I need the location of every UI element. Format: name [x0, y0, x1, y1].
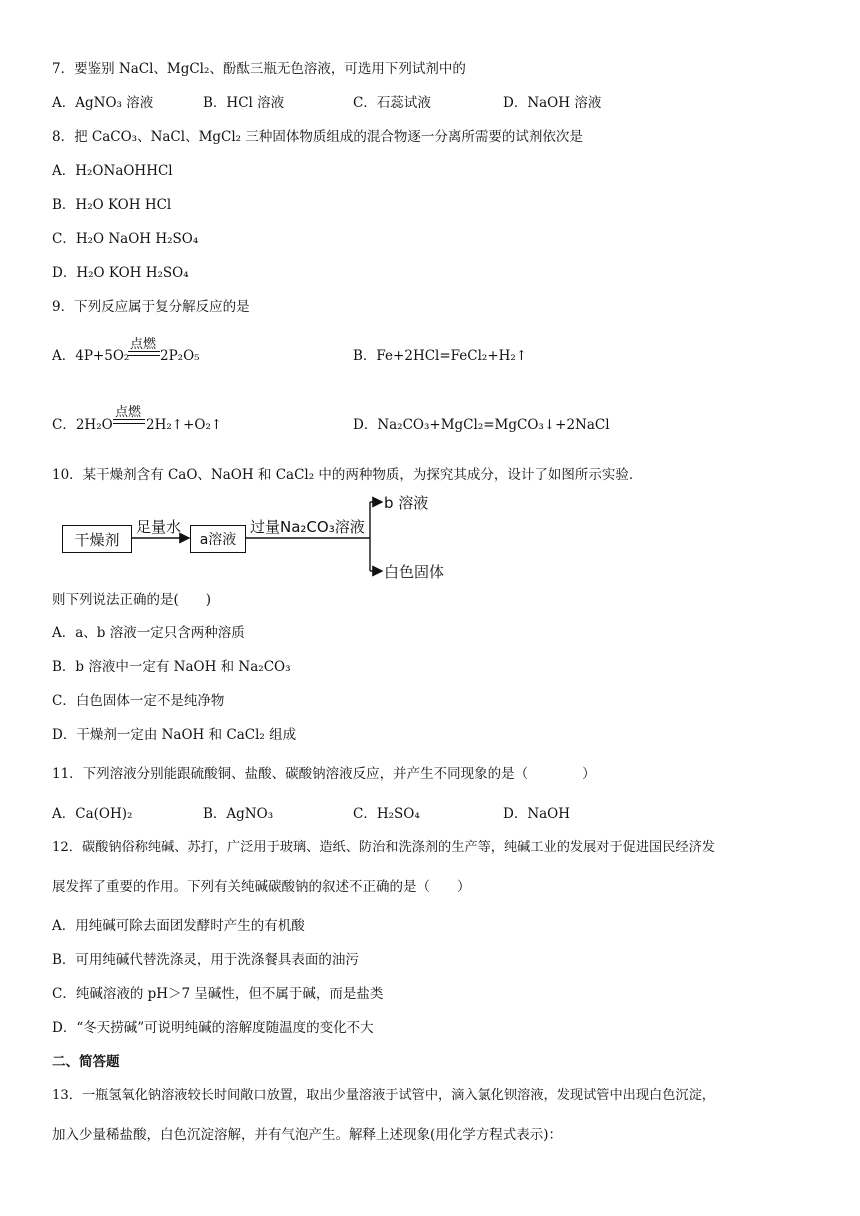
q10-option-b: B．b 溶液中一定有 NaOH 和 Na₂CO₃: [52, 659, 291, 675]
q9-option-c-condition: 点燃: [115, 405, 142, 420]
q9-option-c-equals-sign: [113, 419, 145, 424]
q11-option-c: C．H₂SO₄: [353, 806, 420, 822]
q9-option-a-right: 2P₂O₅: [160, 348, 200, 364]
q13-line1: 13．一瓶氢氧化钠溶液较长时间敞口放置，取出少量溶液于试管中，滴入氯化钡溶液，发现试管中出现白色沉淀，: [52, 1088, 715, 1103]
q10-flow-diagram: [62, 490, 482, 586]
q8-stem: 8．把 CaCO₃、NaCl、MgCl₂ 三种固体物质组成的混合物逐一分离所需要的试剂依次是: [52, 129, 583, 145]
q9-option-c-left: C．2H₂O: [52, 417, 113, 433]
q9-option-a-left: A．4P+5O₂: [52, 348, 130, 364]
q7-option-c: C．石蕊试液: [353, 95, 431, 111]
q7-option-d: D．NaOH 溶液: [503, 95, 602, 111]
box-solution-a: a溶液: [190, 525, 246, 553]
q11-option-a: A．Ca(OH)₂: [52, 806, 133, 822]
q8-option-c: C．H₂O NaOH H₂SO₄: [52, 231, 199, 247]
q8-option-d: D．H₂O KOH H₂SO₄: [52, 265, 189, 281]
q10-question: 则下列说法正确的是( ): [52, 592, 212, 608]
q9-option-a-condition: 点燃: [130, 337, 157, 352]
q12-option-d: D．“冬天捞碱”可说明纯碱的溶解度随温度的变化不大: [52, 1020, 374, 1036]
q9-stem: 9．下列反应属于复分解反应的是: [52, 299, 250, 315]
q11-option-b: B．AgNO₃: [203, 806, 274, 822]
q7-option-b: B．HCl 溶液: [203, 95, 285, 111]
output-white-solid: 白色固体: [384, 563, 445, 581]
q9-option-d: D．Na₂CO₃+MgCl₂=MgCO₃↓+2NaCl: [353, 417, 610, 433]
q12-option-b: B．可用纯碱代替洗涤灵，用于洗涤餐具表面的油污: [52, 952, 359, 968]
section-title: 二、简答题: [52, 1054, 120, 1070]
q12-stem-line2: 展发挥了重要的作用。下列有关纯碱碳酸钠的叙述不正确的是（ ）: [52, 879, 471, 895]
label-excess-na2co3: 过量Na₂CO₃溶液: [250, 518, 365, 536]
q9-option-b: B．Fe+2HCl=FeCl₂+H₂↑: [353, 348, 528, 364]
q12-option-c: C．纯碱溶液的 pH＞7 呈碱性，但不属于碱，而是盐类: [52, 986, 384, 1002]
q11-stem: 11．下列溶液分别能跟硫酸铜、盐酸、碳酸钠溶液反应，并产生不同现象的是（ ）: [52, 766, 596, 782]
output-solution-b: b 溶液: [384, 494, 429, 512]
q10-option-c: C．白色固体一定不是纯净物: [52, 693, 225, 709]
q11-option-d: D．NaOH: [503, 806, 571, 822]
q13-line2: 加入少量稀盐酸，白色沉淀溶解，并有气泡产生。解释上述现象(用化学方程式表示)：: [52, 1127, 563, 1143]
q7-option-a: A．AgNO₃ 溶液: [52, 95, 154, 111]
q10-option-a: A．a、b 溶液一定只含两种溶质: [52, 625, 245, 641]
label-sufficient-water: 足量水: [136, 518, 182, 536]
q10-option-d: D．干燥剂一定由 NaOH 和 CaCl₂ 组成: [52, 727, 297, 743]
q8-option-b: B．H₂O KOH HCl: [52, 197, 172, 213]
q9-option-a-equals-sign: [128, 351, 160, 356]
q12-stem-line1: 12．碳酸钠俗称纯碱、苏打，广泛用于玻璃、造纸、防治和洗涤剂的生产等，纯碱工业的发展对于促进国民经济发: [52, 840, 715, 855]
q7-stem: 7．要鉴别 NaCl、MgCl₂、酚酞三瓶无色溶液，可选用下列试剂中的: [52, 61, 466, 77]
box-desiccant: 干燥剂: [62, 525, 132, 553]
q8-option-a: A．H₂ONaOHHCl: [52, 163, 173, 179]
q9-option-c-right: 2H₂↑+O₂↑: [146, 417, 223, 433]
q12-option-a: A．用纯碱可除去面团发酵时产生的有机酸: [52, 918, 305, 934]
q10-stem: 10．某干燥剂含有 CaO、NaOH 和 CaCl₂ 中的两种物质，为探究其成分，设计了如图所示实验．: [52, 467, 643, 483]
